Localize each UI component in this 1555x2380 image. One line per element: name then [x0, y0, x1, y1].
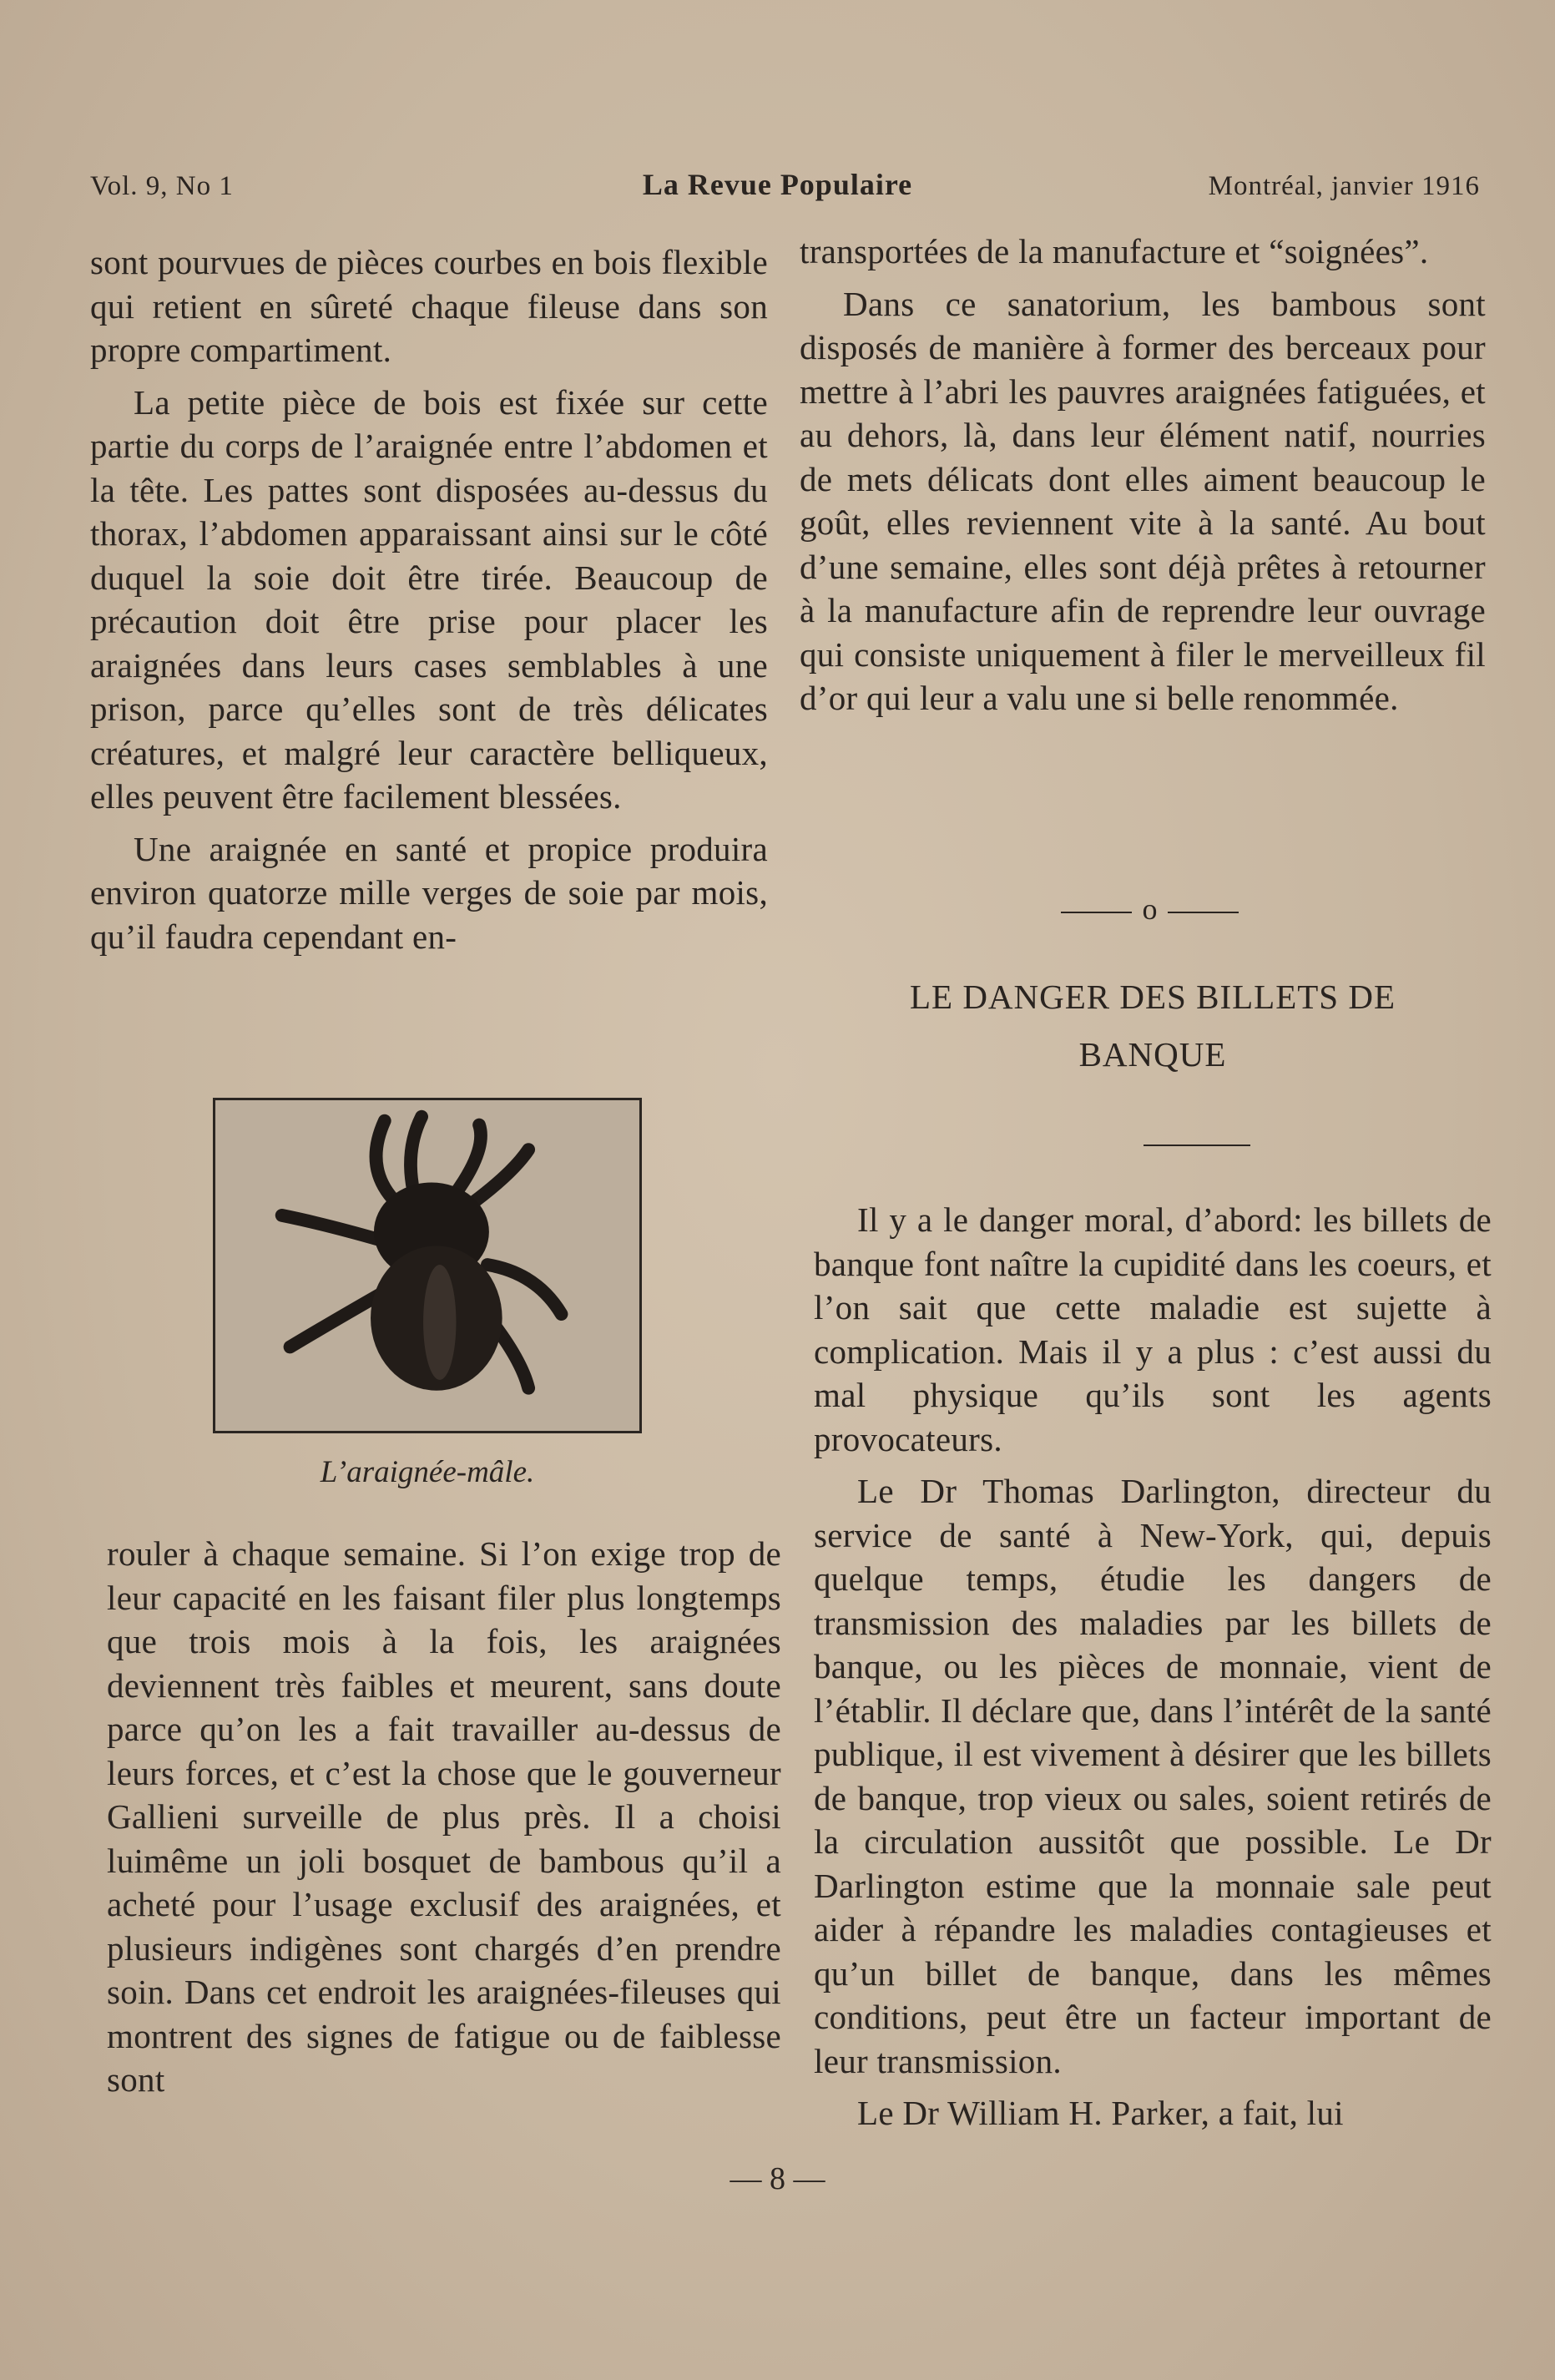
paragraph: Le Dr Thomas Darlington, directeur du service de santé à New-York, qui, depuis quelque temps, étudie les dangers de transmission des maladies par les billets de banque, ou les pièces de monnaie, vient de l’établir. Il déclare que, dans l’intérêt de la santé publique, il est vivement à désirer que les billets de banque, trop vieux ou sales, soient retirés de la circulation aussitôt que possible. Le Dr Darlington estime que la monnaie sale peut aider à répandre les maladies contagieuses et qu’un billet de banque, dans les mêmes conditions, peut être un facteur important de leur transmission.: [814, 1472, 1492, 2080]
issue-date: Montréal, janvier 1916: [1208, 171, 1480, 201]
figure-caption: L’araignée-mâle.: [320, 1455, 535, 1489]
paragraph: transportées de la manufacture et “soignées”.: [800, 232, 1429, 270]
paragraph: Le Dr William H. Parker, a fait, lui: [857, 2094, 1344, 2132]
spider-illustration: [215, 1100, 639, 1431]
article-title-line-2: BANQUE: [1078, 1035, 1227, 1074]
paragraph: sont pourvues de pièces courbes en bois flexible qui retient en sûreté chaque fileuse dans son propre compartiment.: [90, 243, 768, 369]
left-column-bottom: [107, 1532, 781, 2102]
article-title-line-1: LE DANGER DES BILLETS DE: [909, 978, 1396, 1016]
publication-title: La Revue Populaire: [642, 168, 913, 201]
paragraph: rouler à chaque semaine. Si l’on exige trop de leur capacité en les faisant filer plus longtemps que trois mois à la fois, les araignées deviennent très faibles et meurent, sans doute parce qu’on les a fait travailler au-dessus de leurs forces, et c’est la chose que le gouverneur Gallieni surveille de plus près. Il a choisi luimême un joli bosquet de bambous qu’il a acheté pour l’usage exclusif des araignées, et plusieurs indigènes sont chargés d’en prendre soin. Dans cet endroit les araignées-fileuses qui montrent des signes de fatigue ou de faiblesse sont: [107, 1534, 781, 2099]
left-column-top: [90, 240, 768, 958]
separator-glyph: o: [1142, 892, 1158, 926]
volume-number: Vol. 9, No 1: [90, 171, 234, 201]
section-separator: [1056, 887, 1244, 937]
right-column-top: [800, 230, 1486, 720]
page-number: — 8 —: [730, 2161, 825, 2196]
right-column-bottom: [814, 1198, 1492, 2135]
separator-line: [1168, 912, 1239, 913]
paragraph: Dans ce sanatorium, les bambous sont disposés de manière à former des berceaux pour mettre à l’abri les pauvres araignées fatiguées, et au dehors, là, dans leur élément natif, nourries de mets délicats dont elles aiment beaucoup le goût, elles reviennent vite à la santé. Au bout d’une semaine, elles sont déjà prêtes à retourner à la manufacture afin de reprendre leur ouvrage qui consiste uniquement à filer le merveilleux fil d’or qui leur a valu une si belle renommée.: [800, 284, 1486, 717]
paragraph: La petite pièce de bois est fixée sur cette partie du corps de l’araignée entre l’abdomen et la tête. Les pattes sont disposées au-dessus du thorax, l’abdomen apparaissant ainsi sur le côté duquel la soie doit être tirée. Beaucoup de précaution doit être prise pour placer les araignées dans leurs cases semblables à une prison, parce qu’elles sont de très délicates créatures, et malgré leur caractère belliqueux, elles peuvent être facilement blessées.: [90, 382, 768, 816]
title-rule: [1144, 1145, 1250, 1146]
paragraph: Il y a le danger moral, d’abord: les billets de banque font naître la cupidité dans les coeurs, et l’on sait que cette maladie est sujette à complication. Mais il y a plus : c’est aussi du mal physique qu’ils sont les agents provocateurs.: [814, 1200, 1492, 1458]
paragraph: Une araignée en santé et propice produira environ quatorze mille verges de soie par mois, qu’il faudra cependant en-: [90, 829, 768, 956]
spider-photo: [213, 1098, 642, 1433]
